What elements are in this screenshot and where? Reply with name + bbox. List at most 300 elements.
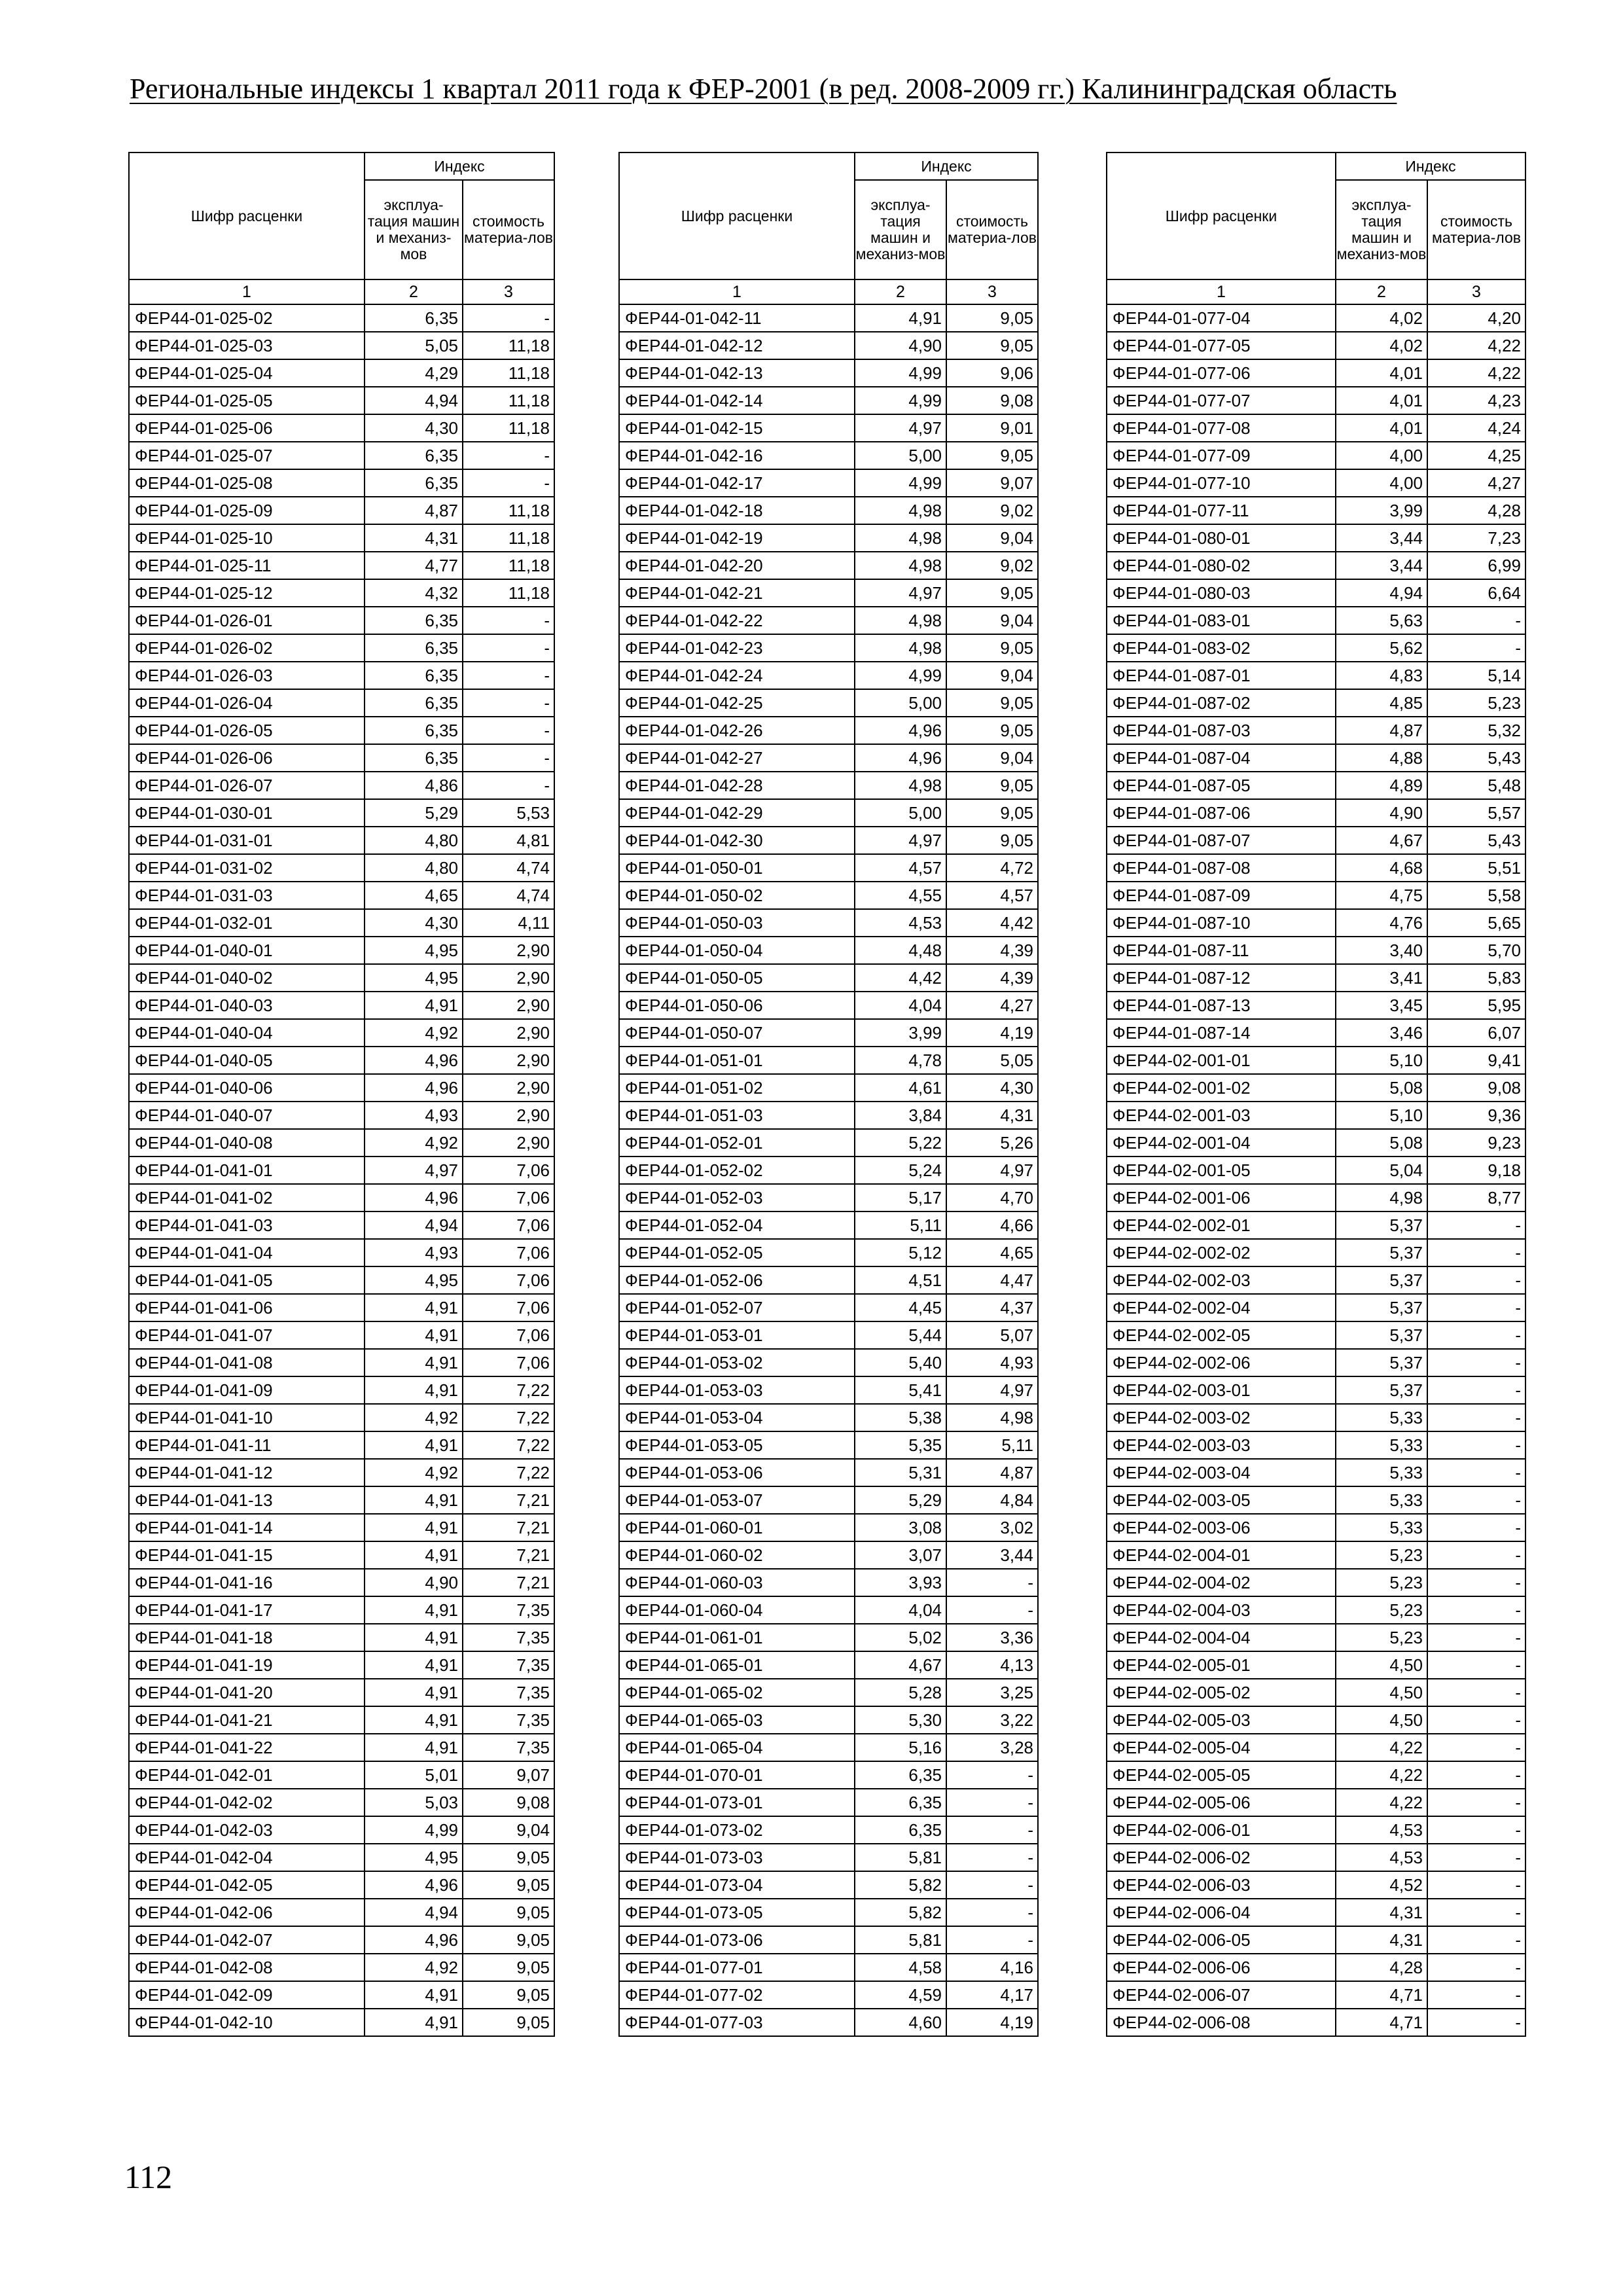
rate-code-cell: ФЕР44-01-053-02 — [619, 1349, 855, 1376]
table-row — [1107, 1404, 1525, 1431]
rate-code-cell: ФЕР44-01-080-03 — [1107, 579, 1336, 607]
table-row — [1107, 1431, 1525, 1459]
table-row — [619, 634, 1038, 662]
materials-index-cell: 4,84 — [946, 1486, 1038, 1514]
materials-index-cell: 9,04 — [946, 662, 1038, 689]
table-row — [1107, 1074, 1525, 1102]
machines-index-cell: 5,37 — [1336, 1211, 1427, 1239]
materials-index-cell: 5,43 — [1427, 744, 1525, 772]
machines-index-cell: 4,77 — [365, 552, 463, 579]
machines-index-cell: 5,23 — [1336, 1624, 1427, 1651]
materials-index-cell: 9,05 — [463, 1954, 554, 1981]
materials-index-cell: 11,18 — [463, 414, 554, 442]
table-row — [619, 387, 1038, 414]
table-row — [1107, 1376, 1525, 1404]
materials-index-cell: 4,74 — [463, 854, 554, 882]
rate-code-cell: ФЕР44-02-001-02 — [1107, 1074, 1336, 1102]
rate-code-cell: ФЕР44-01-051-01 — [619, 1047, 855, 1074]
rate-code-cell: ФЕР44-01-065-01 — [619, 1651, 855, 1679]
table-row — [1107, 882, 1525, 909]
rate-code-cell: ФЕР44-01-073-05 — [619, 1899, 855, 1926]
rate-code-cell: ФЕР44-01-025-02 — [129, 304, 365, 332]
materials-index-cell: 9,05 — [946, 827, 1038, 854]
rate-code-cell: ФЕР44-01-042-23 — [619, 634, 855, 662]
table-row — [619, 744, 1038, 772]
materials-index-cell: 9,05 — [463, 1981, 554, 2009]
table-row — [619, 552, 1038, 579]
materials-index-cell: 4,42 — [946, 909, 1038, 937]
rate-code-cell: ФЕР44-01-025-08 — [129, 469, 365, 497]
rate-code-cell: ФЕР44-01-042-18 — [619, 497, 855, 524]
machines-index-cell: 4,80 — [365, 827, 463, 854]
rate-code-cell: ФЕР44-01-077-10 — [1107, 469, 1336, 497]
table-row — [619, 1047, 1038, 1074]
machines-index-cell: 4,94 — [1336, 579, 1427, 607]
machines-index-cell: 5,29 — [855, 1486, 946, 1514]
machines-index-cell: 4,89 — [1336, 772, 1427, 799]
machines-index-cell: 4,96 — [365, 1926, 463, 1954]
rate-code-cell: ФЕР44-02-003-04 — [1107, 1459, 1336, 1486]
table-row — [619, 1349, 1038, 1376]
rate-code-cell: ФЕР44-01-042-03 — [129, 1816, 365, 1844]
table-row — [619, 442, 1038, 469]
rate-code-cell: ФЕР44-01-026-04 — [129, 689, 365, 717]
machines-index-cell: 4,86 — [365, 772, 463, 799]
materials-index-cell: 9,05 — [946, 799, 1038, 827]
machines-index-cell: 3,07 — [855, 1541, 946, 1569]
table-row — [129, 1431, 554, 1459]
table-row — [619, 827, 1038, 854]
table-row — [129, 2009, 554, 2036]
rate-code-cell: ФЕР44-01-042-14 — [619, 387, 855, 414]
rate-code-cell: ФЕР44-01-077-03 — [619, 2009, 855, 2036]
table-row — [1107, 524, 1525, 552]
materials-index-cell: 9,02 — [946, 552, 1038, 579]
materials-index-cell: 11,18 — [463, 387, 554, 414]
machines-index-cell: 5,23 — [1336, 1541, 1427, 1569]
table-row — [619, 1706, 1038, 1734]
table-row — [1107, 1871, 1525, 1899]
materials-index-cell: - — [463, 662, 554, 689]
materials-index-cell: 7,23 — [1427, 524, 1525, 552]
materials-index-cell: 8,77 — [1427, 1184, 1525, 1211]
materials-index-cell: 9,05 — [946, 579, 1038, 607]
rate-code-cell: ФЕР44-01-041-02 — [129, 1184, 365, 1211]
materials-index-cell: - — [1427, 634, 1525, 662]
table-row — [619, 964, 1038, 992]
materials-index-cell: 3,25 — [946, 1679, 1038, 1706]
materials-index-cell: 6,07 — [1427, 1019, 1525, 1047]
rate-code-cell: ФЕР44-01-087-13 — [1107, 992, 1336, 1019]
rate-code-cell: ФЕР44-02-005-03 — [1107, 1706, 1336, 1734]
materials-index-cell: - — [1427, 1734, 1525, 1761]
materials-index-cell: 9,02 — [946, 497, 1038, 524]
column-number-2: 2 — [855, 279, 946, 304]
rate-code-cell: ФЕР44-02-006-06 — [1107, 1954, 1336, 1981]
machines-index-cell: 4,91 — [855, 304, 946, 332]
rate-code-cell: ФЕР44-01-065-03 — [619, 1706, 855, 1734]
table-row — [619, 1459, 1038, 1486]
rate-code-cell: ФЕР44-01-042-07 — [129, 1926, 365, 1954]
materials-index-cell: 7,22 — [463, 1376, 554, 1404]
machines-index-cell: 5,23 — [1336, 1596, 1427, 1624]
table-row — [129, 1844, 554, 1871]
materials-index-cell: 7,06 — [463, 1266, 554, 1294]
materials-index-cell: 7,06 — [463, 1239, 554, 1266]
rate-code-cell: ФЕР44-01-025-12 — [129, 579, 365, 607]
materials-index-cell: - — [463, 744, 554, 772]
rate-code-cell: ФЕР44-01-042-25 — [619, 689, 855, 717]
rate-code-cell: ФЕР44-01-025-10 — [129, 524, 365, 552]
machines-index-cell: 3,44 — [1336, 524, 1427, 552]
materials-index-cell: - — [1427, 1431, 1525, 1459]
table-row — [1107, 1102, 1525, 1129]
rate-code-cell: ФЕР44-01-077-04 — [1107, 304, 1336, 332]
machines-index-cell: 5,10 — [1336, 1102, 1427, 1129]
machines-index-cell: 5,16 — [855, 1734, 946, 1761]
machines-index-cell: 6,35 — [855, 1761, 946, 1789]
materials-index-cell: 7,06 — [463, 1184, 554, 1211]
rate-code-cell: ФЕР44-01-041-15 — [129, 1541, 365, 1569]
machines-index-cell: 5,33 — [1336, 1486, 1427, 1514]
materials-index-cell: 9,04 — [946, 744, 1038, 772]
machines-index-cell: 5,24 — [855, 1157, 946, 1184]
machines-index-cell: 4,91 — [365, 1376, 463, 1404]
table-row — [1107, 717, 1525, 744]
materials-index-cell: 7,35 — [463, 1706, 554, 1734]
rate-code-cell: ФЕР44-01-042-10 — [129, 2009, 365, 2036]
table-row — [1107, 854, 1525, 882]
materials-index-cell: 6,64 — [1427, 579, 1525, 607]
table-row — [129, 1321, 554, 1349]
rate-code-cell: ФЕР44-01-041-22 — [129, 1734, 365, 1761]
materials-index-cell: 9,05 — [946, 634, 1038, 662]
index-table-left — [128, 152, 555, 2037]
table-row — [129, 1899, 554, 1926]
materials-index-cell: 5,07 — [946, 1321, 1038, 1349]
table-row — [129, 607, 554, 634]
table-row — [1107, 497, 1525, 524]
materials-index-cell: 5,11 — [946, 1431, 1038, 1459]
machines-index-cell: 5,82 — [855, 1899, 946, 1926]
rate-code-cell: ФЕР44-01-087-14 — [1107, 1019, 1336, 1047]
machines-index-cell: 4,91 — [365, 1651, 463, 1679]
materials-index-cell: 9,04 — [946, 524, 1038, 552]
rate-code-cell: ФЕР44-01-042-21 — [619, 579, 855, 607]
machines-index-cell: 4,87 — [1336, 717, 1427, 744]
rate-code-cell: ФЕР44-01-031-01 — [129, 827, 365, 854]
rate-code-cell: ФЕР44-01-083-02 — [1107, 634, 1336, 662]
page-number: 112 — [124, 2159, 173, 2195]
rate-code-cell: ФЕР44-01-030-01 — [129, 799, 365, 827]
rate-code-cell: ФЕР44-01-073-03 — [619, 1844, 855, 1871]
table-row — [619, 1486, 1038, 1514]
rate-code-cell: ФЕР44-02-003-05 — [1107, 1486, 1336, 1514]
table-row — [129, 1459, 554, 1486]
table-row — [129, 524, 554, 552]
rate-code-cell: ФЕР44-01-080-02 — [1107, 552, 1336, 579]
rate-code-cell: ФЕР44-01-053-01 — [619, 1321, 855, 1349]
rate-code-cell: ФЕР44-01-052-07 — [619, 1294, 855, 1321]
materials-index-cell: - — [1427, 1321, 1525, 1349]
table-row — [619, 1871, 1038, 1899]
materials-index-cell: - — [1427, 1376, 1525, 1404]
table-row — [1107, 909, 1525, 937]
machines-index-cell: 6,35 — [365, 744, 463, 772]
table-row — [1107, 992, 1525, 1019]
index-header: Индекс — [855, 152, 1038, 180]
machines-index-cell: 4,91 — [365, 1624, 463, 1651]
rate-code-cell: ФЕР44-01-041-07 — [129, 1321, 365, 1349]
rate-code-cell: ФЕР44-01-025-09 — [129, 497, 365, 524]
machines-index-cell: 5,12 — [855, 1239, 946, 1266]
machines-header: эксплуа-тация машин и механиз-мов — [365, 180, 463, 279]
rate-code-cell: ФЕР44-01-031-03 — [129, 882, 365, 909]
machines-index-cell: 4,22 — [1336, 1761, 1427, 1789]
table-row — [129, 799, 554, 827]
table-row — [129, 1734, 554, 1761]
materials-index-cell: - — [946, 1596, 1038, 1624]
materials-index-cell: 7,21 — [463, 1514, 554, 1541]
table-row — [1107, 387, 1525, 414]
table-row — [129, 1376, 554, 1404]
machines-index-cell: 5,33 — [1336, 1404, 1427, 1431]
machines-index-cell: 4,00 — [1336, 469, 1427, 497]
rate-code-cell: ФЕР44-01-041-21 — [129, 1706, 365, 1734]
machines-index-cell: 4,96 — [855, 717, 946, 744]
materials-index-cell: 7,22 — [463, 1431, 554, 1459]
machines-index-cell: 3,99 — [1336, 497, 1427, 524]
rate-code-cell: ФЕР44-01-060-02 — [619, 1541, 855, 1569]
rate-code-cell: ФЕР44-01-026-05 — [129, 717, 365, 744]
rate-code-cell: ФЕР44-02-002-02 — [1107, 1239, 1336, 1266]
rate-code-cell: ФЕР44-02-001-06 — [1107, 1184, 1336, 1211]
table-row — [129, 909, 554, 937]
rate-code-cell: ФЕР44-01-077-11 — [1107, 497, 1336, 524]
rate-code-cell: ФЕР44-01-087-05 — [1107, 772, 1336, 799]
rate-code-cell: ФЕР44-01-041-06 — [129, 1294, 365, 1321]
rate-code-cell: ФЕР44-01-040-08 — [129, 1129, 365, 1157]
machines-index-cell: 4,98 — [855, 607, 946, 634]
table-row — [129, 1954, 554, 1981]
materials-index-cell: - — [1427, 1266, 1525, 1294]
rate-code-cell: ФЕР44-01-042-27 — [619, 744, 855, 772]
materials-index-cell: 9,05 — [463, 1871, 554, 1899]
table-row — [619, 304, 1038, 332]
rate-code-cell: ФЕР44-01-087-09 — [1107, 882, 1336, 909]
machines-index-cell: 4,65 — [365, 882, 463, 909]
rate-code-cell: ФЕР44-01-041-20 — [129, 1679, 365, 1706]
materials-index-cell: 9,07 — [463, 1761, 554, 1789]
machines-index-cell: 5,03 — [365, 1789, 463, 1816]
materials-index-cell: 2,90 — [463, 1074, 554, 1102]
table-row — [129, 1349, 554, 1376]
materials-index-cell: 5,05 — [946, 1047, 1038, 1074]
materials-index-cell: - — [1427, 1294, 1525, 1321]
column-number-3: 3 — [1427, 279, 1525, 304]
table-row — [129, 992, 554, 1019]
table-row — [129, 1486, 554, 1514]
table-row — [129, 827, 554, 854]
materials-index-cell: 4,65 — [946, 1239, 1038, 1266]
materials-index-cell: 5,57 — [1427, 799, 1525, 827]
table-row — [619, 1157, 1038, 1184]
rate-code-cell: ФЕР44-01-061-01 — [619, 1624, 855, 1651]
table-row — [619, 579, 1038, 607]
rate-code-cell: ФЕР44-01-053-06 — [619, 1459, 855, 1486]
materials-index-cell: 4,13 — [946, 1651, 1038, 1679]
rate-code-cell: ФЕР44-02-006-04 — [1107, 1899, 1336, 1926]
table-row — [619, 799, 1038, 827]
rate-code-cell: ФЕР44-01-042-30 — [619, 827, 855, 854]
machines-index-cell: 5,38 — [855, 1404, 946, 1431]
column-number-2: 2 — [1336, 279, 1427, 304]
table-row — [1107, 1459, 1525, 1486]
materials-index-cell: - — [1427, 1459, 1525, 1486]
machines-index-cell: 5,44 — [855, 1321, 946, 1349]
table-row — [619, 1624, 1038, 1651]
machines-index-cell: 5,33 — [1336, 1459, 1427, 1486]
materials-index-cell: 4,81 — [463, 827, 554, 854]
table-row — [1107, 1349, 1525, 1376]
machines-index-cell: 6,35 — [365, 689, 463, 717]
rate-code-cell: ФЕР44-01-026-02 — [129, 634, 365, 662]
materials-index-cell: - — [463, 772, 554, 799]
machines-index-cell: 4,48 — [855, 937, 946, 964]
machines-index-cell: 5,37 — [1336, 1321, 1427, 1349]
materials-index-cell: 9,05 — [463, 1899, 554, 1926]
materials-index-cell: 4,22 — [1427, 359, 1525, 387]
table-row — [1107, 1926, 1525, 1954]
machines-index-cell: 4,71 — [1336, 1981, 1427, 2009]
materials-index-cell: 11,18 — [463, 552, 554, 579]
rate-code-cell: ФЕР44-01-053-07 — [619, 1486, 855, 1514]
machines-index-cell: 4,91 — [365, 1734, 463, 1761]
rate-code-cell: ФЕР44-01-050-04 — [619, 937, 855, 964]
table-row — [619, 1019, 1038, 1047]
materials-index-cell: 5,95 — [1427, 992, 1525, 1019]
table-row — [619, 2009, 1038, 2036]
machines-index-cell: 5,37 — [1336, 1376, 1427, 1404]
rate-code-cell: ФЕР44-01-070-01 — [619, 1761, 855, 1789]
table-row — [619, 1431, 1038, 1459]
table-row — [1107, 1294, 1525, 1321]
table-body — [619, 304, 1038, 2036]
machines-index-cell: 4,85 — [1336, 689, 1427, 717]
materials-index-cell: 7,06 — [463, 1157, 554, 1184]
machines-index-cell: 3,46 — [1336, 1019, 1427, 1047]
table-row — [619, 1899, 1038, 1926]
rate-code-cell: ФЕР44-01-052-05 — [619, 1239, 855, 1266]
table-row — [1107, 1321, 1525, 1349]
rate-code-cell: ФЕР44-01-040-06 — [129, 1074, 365, 1102]
machines-index-cell: 4,91 — [365, 1349, 463, 1376]
table-row — [1107, 1047, 1525, 1074]
rate-code-cell: ФЕР44-02-003-03 — [1107, 1431, 1336, 1459]
table-row — [129, 469, 554, 497]
machines-index-cell: 4,94 — [365, 387, 463, 414]
materials-header: стоимость материа-лов — [946, 180, 1038, 279]
materials-index-cell: 9,08 — [463, 1789, 554, 1816]
rate-code-cell: ФЕР44-02-006-07 — [1107, 1981, 1336, 2009]
materials-index-cell: 9,07 — [946, 469, 1038, 497]
table-row — [129, 1541, 554, 1569]
machines-index-cell: 5,11 — [855, 1211, 946, 1239]
machines-index-cell: 4,92 — [365, 1459, 463, 1486]
machines-index-cell: 4,91 — [365, 1679, 463, 1706]
table-row — [619, 772, 1038, 799]
table-row — [619, 1129, 1038, 1157]
rate-code-cell: ФЕР44-01-087-02 — [1107, 689, 1336, 717]
machines-index-cell: 3,08 — [855, 1514, 946, 1541]
table-row — [1107, 414, 1525, 442]
materials-index-cell: 4,66 — [946, 1211, 1038, 1239]
materials-index-cell: 2,90 — [463, 964, 554, 992]
materials-index-cell: 2,90 — [463, 1047, 554, 1074]
table-row — [619, 717, 1038, 744]
rate-code-cell: ФЕР44-01-052-01 — [619, 1129, 855, 1157]
machines-index-cell: 6,35 — [855, 1816, 946, 1844]
machines-index-cell: 4,93 — [365, 1239, 463, 1266]
rate-code-cell: ФЕР44-01-053-03 — [619, 1376, 855, 1404]
materials-index-cell: 11,18 — [463, 359, 554, 387]
machines-index-cell: 4,97 — [365, 1157, 463, 1184]
materials-index-cell: 7,06 — [463, 1321, 554, 1349]
rate-code-cell: ФЕР44-01-042-26 — [619, 717, 855, 744]
table-row — [619, 882, 1038, 909]
materials-index-cell: - — [946, 1844, 1038, 1871]
rate-code-cell: ФЕР44-01-087-12 — [1107, 964, 1336, 992]
materials-index-cell: 11,18 — [463, 332, 554, 359]
machines-index-cell: 4,58 — [855, 1954, 946, 1981]
materials-index-cell: 9,05 — [946, 332, 1038, 359]
rate-code-cell: ФЕР44-02-004-03 — [1107, 1596, 1336, 1624]
table-row — [129, 579, 554, 607]
table-row — [619, 332, 1038, 359]
table-row — [619, 1514, 1038, 1541]
rate-code-cell: ФЕР44-01-077-07 — [1107, 387, 1336, 414]
rate-code-cell: ФЕР44-01-042-12 — [619, 332, 855, 359]
table-row — [129, 1706, 554, 1734]
table-row — [129, 964, 554, 992]
table-row — [619, 524, 1038, 552]
materials-index-cell: 9,01 — [946, 414, 1038, 442]
materials-index-cell: 7,22 — [463, 1459, 554, 1486]
machines-index-cell: 4,99 — [365, 1816, 463, 1844]
table-row — [1107, 359, 1525, 387]
rate-code-cell: ФЕР44-01-031-02 — [129, 854, 365, 882]
machines-index-cell: 4,91 — [365, 1541, 463, 1569]
materials-index-cell: 4,47 — [946, 1266, 1038, 1294]
rate-code-cell: ФЕР44-01-040-03 — [129, 992, 365, 1019]
index-header: Индекс — [1336, 152, 1525, 180]
materials-index-cell: 3,02 — [946, 1514, 1038, 1541]
table-row — [129, 1157, 554, 1184]
rate-code-cell: ФЕР44-01-042-20 — [619, 552, 855, 579]
machines-index-cell: 4,91 — [365, 2009, 463, 2036]
machines-index-cell: 4,02 — [1336, 332, 1427, 359]
machines-index-cell: 5,05 — [365, 332, 463, 359]
materials-index-cell: 11,18 — [463, 579, 554, 607]
machines-index-cell: 4,01 — [1336, 359, 1427, 387]
table-row — [1107, 1019, 1525, 1047]
machines-index-cell: 5,37 — [1336, 1294, 1427, 1321]
machines-index-cell: 5,81 — [855, 1926, 946, 1954]
rate-code-cell: ФЕР44-01-040-01 — [129, 937, 365, 964]
table-row — [1107, 689, 1525, 717]
machines-index-cell: 4,91 — [365, 1981, 463, 2009]
table-row — [619, 937, 1038, 964]
